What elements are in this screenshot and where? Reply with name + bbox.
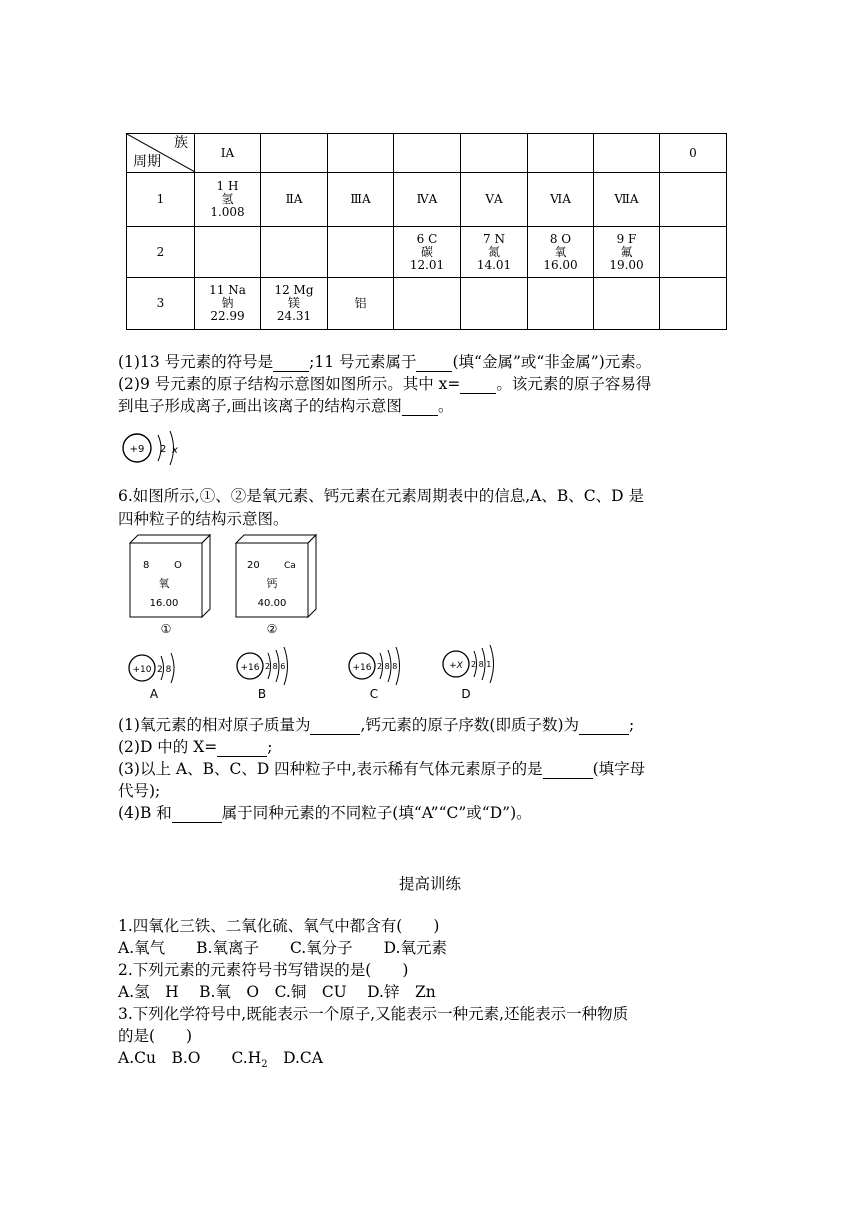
element-info-boxes (126, 533, 336, 641)
empty-cell (660, 227, 727, 278)
q6-stem-1: 6.如图所示,①、②是氧元素、钙元素在元素周期表中的信息,A、B、C、D 是 (118, 487, 644, 505)
svg-text:2 8 1: 2 8 1 (471, 660, 492, 669)
svg-text:2 8 8: 2 8 8 (377, 662, 398, 671)
empty-cell (461, 278, 528, 330)
improve-q2: 2.下列元素的元素符号书写错误的是( ) (118, 961, 409, 979)
group-header: ⅠA (195, 134, 261, 173)
table-row (127, 278, 727, 330)
fluorine-atom-diagram (118, 426, 188, 470)
group-label-cell: ⅣA (394, 173, 461, 227)
improve-q3-options: A.Cu B.O $C.H_2$ D.CA (118, 1049, 323, 1071)
svg-text:8: 8 (143, 560, 150, 571)
element-cell: 11 Na 钠 22.99 (195, 278, 261, 330)
svg-text:①: ① (160, 622, 172, 636)
particle-structure-diagrams (126, 640, 506, 706)
group-label-cell: ⅢA (328, 173, 394, 227)
svg-text:②: ② (266, 622, 278, 636)
svg-text:20: 20 (247, 560, 260, 571)
q5-line-3: 到电子形成离子,画出该离子的结构示意图 。 (118, 397, 454, 415)
group-header: 0 (660, 134, 727, 173)
svg-text:+X: +X (449, 661, 463, 671)
period-label: 2 (127, 227, 195, 278)
table-corner-cell (127, 134, 195, 173)
element-cell: 铝 (328, 278, 394, 330)
group-label-cell: ⅡA (261, 173, 328, 227)
particle-c (349, 647, 400, 701)
particle-a (129, 653, 174, 701)
answer-blank[interactable] (172, 806, 222, 823)
improve-q1-options: A.氧气 B.氧离子 C.氧分子 D.氧元素 (118, 939, 447, 957)
element-cell: 7 N 氮 14.01 (461, 227, 528, 278)
answer-blank[interactable] (579, 718, 629, 735)
svg-text:16.00: 16.00 (149, 598, 179, 609)
group-header (461, 134, 528, 173)
group-header (594, 134, 660, 173)
element-cell: 8 O 氧 16.00 (528, 227, 594, 278)
svg-text:40.00: 40.00 (257, 598, 287, 609)
answer-blank[interactable] (217, 740, 267, 757)
svg-text:Ca: Ca (284, 561, 296, 571)
svg-text:A: A (149, 687, 159, 701)
group-header (328, 134, 394, 173)
q5-line-2: (2)9 号元素的原子结构示意图如图所示。其中 x= 。该元素的原子容易得 (118, 375, 652, 393)
answer-blank[interactable] (402, 399, 438, 416)
improve-q3: 3.下列化学符号中,既能表示一个原子,又能表示一种元素,还能表示一种物质 (118, 1005, 629, 1023)
empty-cell (594, 278, 660, 330)
answer-blank[interactable] (416, 355, 452, 372)
empty-cell (660, 278, 727, 330)
group-header (528, 134, 594, 173)
svg-text:+10: +10 (132, 665, 152, 675)
group-header (261, 134, 328, 173)
q6-sub-1: (1)氧元素的相对原子质量为 ,钙元素的原子序数(即质子数)为 ; (118, 716, 635, 734)
q6-stem-2: 四种粒子的结构示意图。 (118, 510, 289, 528)
empty-cell (195, 227, 261, 278)
period-label: 1 (127, 173, 195, 227)
svg-text:B: B (257, 687, 267, 701)
q6-sub-3-cont: 代号); (118, 782, 161, 800)
group-label-cell: ⅥA (528, 173, 594, 227)
svg-text:2: 2 (160, 444, 167, 455)
corner-group-label: 族 (174, 135, 188, 151)
empty-cell (528, 278, 594, 330)
svg-text:2 8: 2 8 (157, 665, 172, 675)
table-row (127, 227, 727, 278)
answer-blank[interactable] (310, 718, 360, 735)
periodic-table (126, 133, 727, 330)
svg-text:+9: +9 (129, 444, 145, 455)
group-label-cell: ⅤA (461, 173, 528, 227)
element-cell: 6 C 碳 12.01 (394, 227, 461, 278)
svg-text:+16: +16 (352, 663, 372, 673)
improve-q1: 1.四氧化三铁、二氧化硫、氧气中都含有( ) (118, 917, 440, 935)
empty-cell (328, 227, 394, 278)
particle-b (237, 647, 288, 701)
q6-sub-3: (3)以上 A、B、C、D 四种粒子中,表示稀有气体元素原子的是 (填字母 (118, 760, 646, 778)
svg-text:钙: 钙 (266, 577, 278, 590)
empty-cell (394, 278, 461, 330)
svg-text:D: D (461, 687, 471, 701)
svg-text:氧: 氧 (158, 577, 170, 590)
improve-q3-cont: 的是( ) (118, 1027, 193, 1045)
svg-text:C: C (369, 687, 379, 701)
svg-text:2 8 6: 2 8 6 (265, 662, 286, 671)
answer-blank[interactable] (460, 377, 496, 394)
group-label-cell: ⅦA (594, 173, 660, 227)
q6-sub-4: (4)B 和 属于同种元素的不同粒子(填“A”“C”或“D”)。 (118, 804, 532, 822)
q5-line-1: (1)13 号元素的符号是 ;11 号元素属于 (填“金属”或“非金属”)元素。 (118, 353, 652, 371)
period-label: 3 (127, 278, 195, 330)
element-cell: 9 F 氟 19.00 (594, 227, 660, 278)
empty-cell (660, 173, 727, 227)
empty-cell (261, 227, 328, 278)
answer-blank[interactable] (543, 762, 593, 779)
answer-blank[interactable] (273, 355, 309, 372)
table-row (127, 173, 727, 227)
q6-sub-2: (2)D 中的 X= ; (118, 738, 273, 756)
improve-q2-options: A.氢 H B.氧 O C.铜 CU D.锌 Zn (118, 983, 436, 1001)
element-cell: 1 H 氢 1.008 (195, 173, 261, 227)
svg-text:O: O (174, 560, 182, 571)
svg-text:x: x (172, 445, 178, 456)
particle-d (443, 645, 494, 701)
element-cell: 12 Mg 镁 24.31 (261, 278, 328, 330)
svg-text:+16: +16 (240, 663, 260, 673)
section-title: 提高训练 (398, 875, 461, 893)
group-header (394, 134, 461, 173)
corner-period-label: 周期 (133, 154, 161, 170)
